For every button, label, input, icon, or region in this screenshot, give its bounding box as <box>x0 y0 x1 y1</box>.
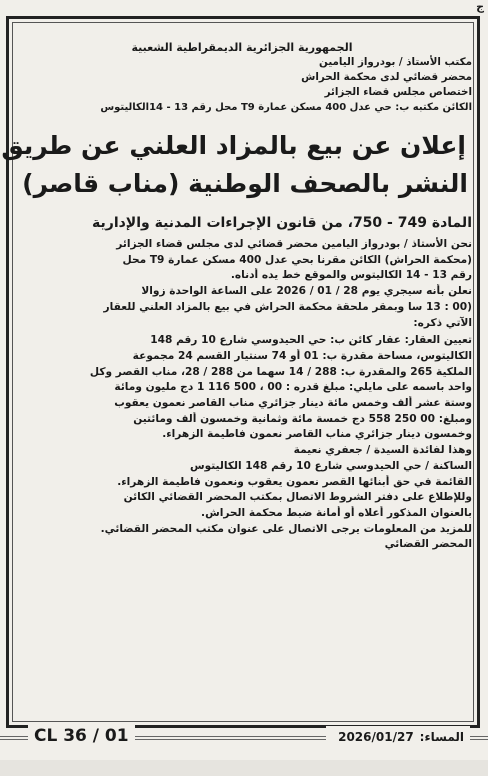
jurisdiction-line: اختصاص مجلس قضاء الجزائر <box>324 86 472 98</box>
notice-content <box>1 40 472 553</box>
notice-footer <box>10 724 480 750</box>
office-line: مكتب الأستاذ / بودرواز اليامين <box>319 56 472 68</box>
notice-code: CL 36 / 01 <box>28 724 135 748</box>
body-line: وللإطلاع على دفتر الشروط الاتصال بمكتب المحضر القضائي الكائن <box>123 491 472 504</box>
body-line: واحد باسمه على مايلي: مبلغ قدره : 00 ، 500 116 1 دج مليون ومائة <box>114 381 472 394</box>
body-line: الملكية 265 والمقدرة ب: 288 / 14 سهما من 288 / 28، مناب القصر وكل <box>89 365 472 378</box>
signature-line: المحضر القضائي <box>384 538 472 551</box>
evening-label: المساء: <box>419 730 464 744</box>
body-line: نحن الأستاذ / بودرواز اليامين محضر قضائي لدى مجلس قضاء الجزائر <box>116 238 472 250</box>
body-line: الكاليتوس، مساحة مقدرة ب: 01 أو 74 سنتيار القسم 24 مجموعة <box>132 349 472 362</box>
body-line: الساكنة / حي الحيدوسي شارع 10 رقم 148 الكاليتوس <box>189 459 472 472</box>
body-line: وخمسون دينار جزائري مناب القاصر نعمون فاطيمة الزهراء. <box>162 428 472 441</box>
body-line: (محكمة الحراش) الكائن مقرنا بحي عدل 400 مسكن عمارة T9 محل <box>122 253 472 266</box>
body-line: (00 : 13 سا وبمقر ملحقة محكمة الحراش في بيع بالمزاد العلني للعقار <box>103 300 472 313</box>
body-line: وهذا لفائدة السيدة / جعفري نعيمة <box>293 444 472 457</box>
publication-date-block <box>326 726 470 748</box>
court-line: محضر قضائي لدى محكمة الحراش <box>301 71 472 83</box>
body-line: تعيين العقار: عقار كائن ب: حي الحيدوسي شارع 10 رقم 148 <box>150 334 472 347</box>
body-line: للمزيد من المعلومات يرجى الاتصال على عنوان مكتب المحضر القضائي. <box>100 522 472 535</box>
page-bottom-strip <box>0 760 488 776</box>
body-line: الآتي ذكره: <box>413 316 472 329</box>
body-line: رقم 13 - 14 الكاليتوس والموقع خط يده أدناه. <box>230 269 472 282</box>
publication-date: 2026/01/27 <box>338 730 414 744</box>
body-line: ومبلغ: 00 250 558 دج خمسة مائة وثمانية وخمسون ألف ومائتين <box>133 412 472 425</box>
law-reference: المادة 749 - 750، من قانون الإجراءات المدنية والإدارية <box>92 215 472 231</box>
body-line: القائمة في حق أبنائها القصر نعمون يعقوب ونعمون فاطيمة الزهراء. <box>117 475 472 488</box>
notice-body <box>16 237 472 553</box>
body-line: وستة عشر ألف وخمس مائة دينار جزائري مناب القاصر نعمون يعقوب <box>114 397 472 410</box>
corner-mark: ج <box>476 0 484 13</box>
notice-title-line-2: النشر بالصحف الوطنية (مناب قاصر) <box>22 169 468 198</box>
address-line: الكائن مكتبه ب: حي عدل 400 مسكن عمارة T9 محل رقم 13 - 14الكاليتوس <box>100 102 472 113</box>
notice-title-line-1: إعلان عن بيع بالمزاد العلني عن طريق <box>1 131 466 160</box>
body-line: بالعنوان المذكور أعلاه أو أمانة ضبط محكمة الحراش. <box>201 506 472 519</box>
body-line: نعلن بأنه سيجري يوم 28 / 01 / 2026 على الساعة الواحدة زوالا <box>141 285 472 298</box>
republic-heading: الجمهورية الجزائرية الديمقراطية الشعبية <box>131 41 353 54</box>
